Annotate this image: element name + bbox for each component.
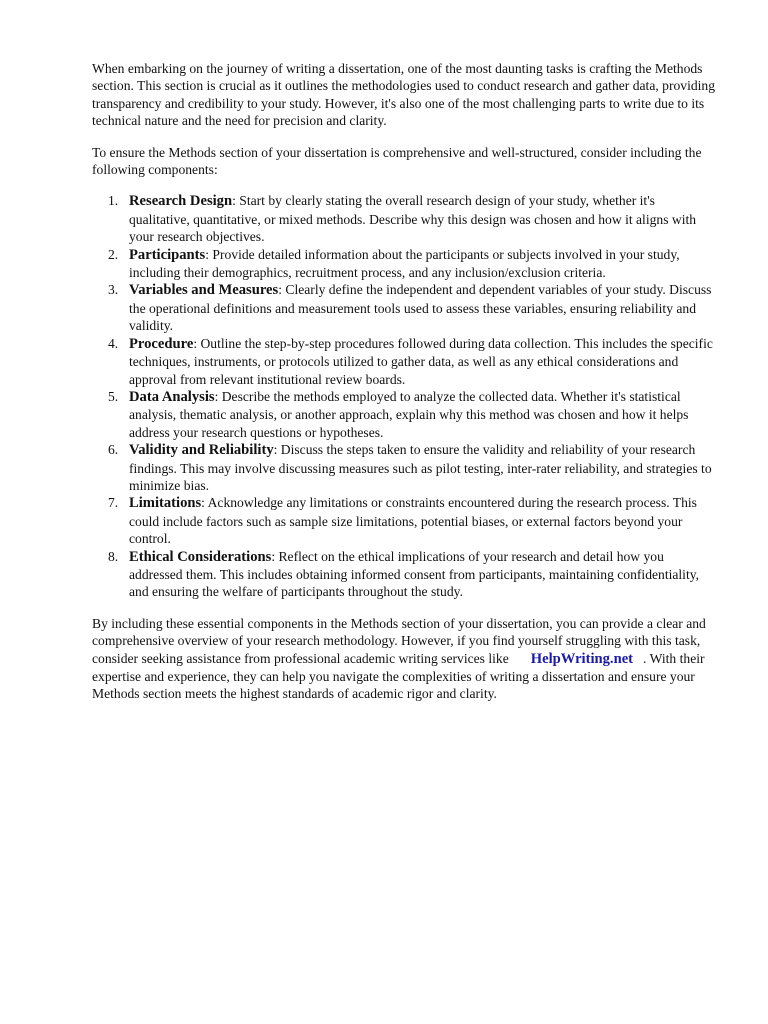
closing-paragraph: [92, 615, 722, 703]
list-item: [92, 388, 714, 441]
lead-in-paragraph: To ensure the Methods section of your dissertation is comprehensive and well-structured, consider including the following components:: [92, 144, 702, 178]
list-item-text: : Discuss the steps taken to ensure the validity and reliability of your research findings. This may involve discussing measures such as pilot testing, inter-rater reliability, and strategies to minimize bias.: [129, 442, 712, 493]
list-item-number: 4.: [108, 335, 119, 351]
helpwriting-link[interactable]: HelpWriting.net: [530, 650, 634, 667]
list-item-text: : Clearly define the independent and dependent variables of your study. Discuss the operational definitions and measurement tools used to assess these variables, ensuring reliability and validity.: [129, 282, 712, 334]
list-item: [92, 335, 714, 388]
list-item-number: 7.: [108, 495, 119, 511]
list-item-text: : Outline the step-by-step procedures followed during data collection. This includes the specific techniques, instruments, or protocols utilized to gather data, as well as any ethical considerations and approval from relevant institutional review boards.: [129, 335, 713, 387]
list-item-title: Procedure: [129, 335, 194, 352]
list-item-title: Validity and Reliability: [129, 442, 274, 459]
components-list: [92, 192, 722, 600]
list-item-text: : Describe the methods employed to analyze the collected data. Whether it's statistical analysis, thematic analysis, or another approach, explain why this method was chosen and how it helps address your research questions or hypotheses.: [129, 388, 689, 440]
list-item-text: : Acknowledge any limitations or constraints encountered during the research process. This could include factors such as sample size limitations, potential biases, or external factors beyond your control.: [129, 495, 697, 547]
list-item-number: 3.: [108, 282, 119, 298]
list-item-title: Participants: [129, 246, 206, 263]
list-item: [92, 548, 714, 601]
list-item-text: : Reflect on the ethical implications of your research and detail how you addressed them. This includes obtaining informed consent from participants, maintaining confidentiality, and ensuring the welfare of participants throughout the study.: [129, 548, 700, 600]
list-item: [92, 494, 714, 547]
list-item-title: Research Design: [129, 193, 233, 210]
list-item: [92, 281, 714, 334]
list-item-number: 5.: [108, 388, 119, 404]
closing-text-after-link: . With their expertise and experience, they can help you navigate the complexities of writing a dissertation and ensure your Methods section meets the highest standards of academic rigor and clarity.: [92, 650, 705, 702]
list-item-text: : Start by clearly stating the overall research design of your study, whether it's qualitative, quantitative, or mixed methods. Describe why this design was chosen and how it aligns with your research objectives.: [129, 193, 697, 245]
list-item-text: : Provide detailed information about the participants or subjects involved in your study, including their demographics, recruitment process, and any inclusion/exclusion criteria.: [129, 246, 680, 281]
list-item-title: Data Analysis: [129, 388, 215, 405]
list-item-title: Ethical Considerations: [129, 548, 272, 565]
list-item-number: 8.: [108, 548, 119, 564]
list-item-title: Variables and Measures: [129, 282, 279, 299]
list-item: [92, 246, 714, 282]
intro-paragraph: When embarking on the journey of writing a dissertation, one of the most daunting tasks is crafting the Methods section. This section is crucial as it outlines the methodologies used to conduct research and gather data, providing transparency and credibility to your study. However, it's also one of the most challenging parts to write due to its technical nature and the need for precision and clarity.: [92, 61, 716, 129]
list-item-number: 2.: [108, 246, 119, 262]
list-item: [92, 441, 714, 494]
document-page: [92, 60, 722, 717]
list-item: [92, 192, 714, 245]
closing-text-before-link: By including these essential components in the Methods section of your dissertation, you can provide a clear and comprehensive overview of your research methodology. However, if you find yourself struggling with this task, consider seeking assistance from professional academic writing services like: [92, 615, 706, 666]
list-item-title: Limitations: [129, 495, 202, 512]
list-item-number: 1.: [108, 193, 119, 209]
list-item-number: 6.: [108, 442, 119, 458]
